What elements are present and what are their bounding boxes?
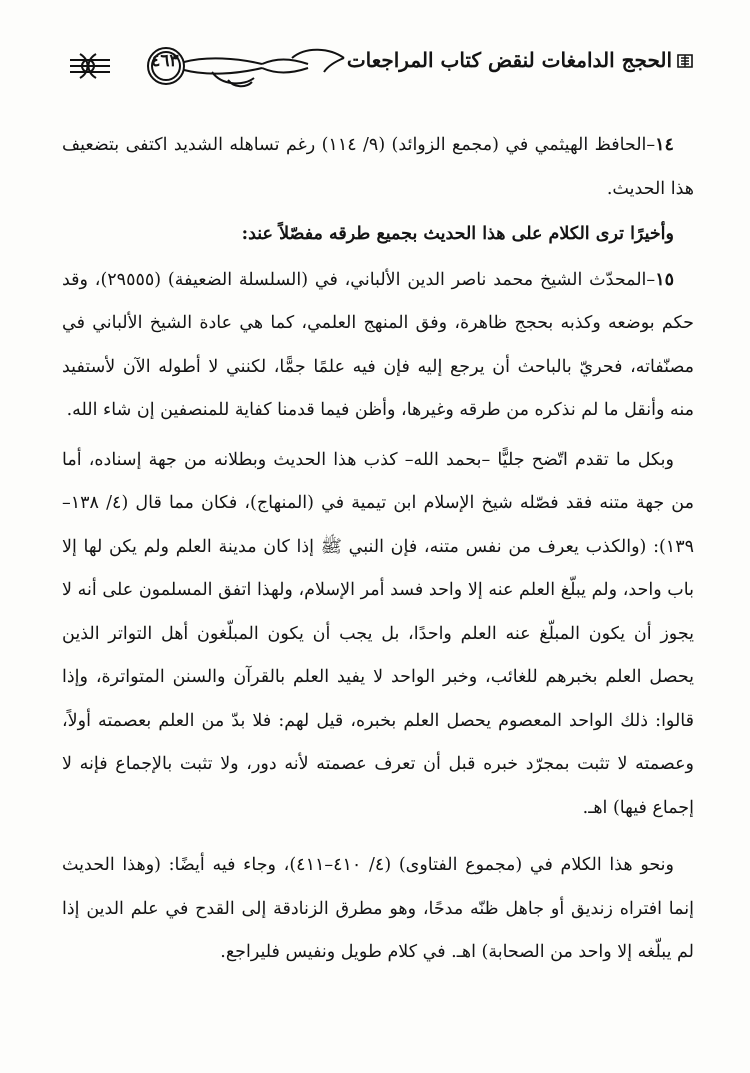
header-mark-icon [676,52,694,70]
item-number-15: ١٥ [655,269,674,290]
paragraph-15-text: –المحدّث الشيخ محمد ناصر الدين الألباني، في (السلسلة الضعيفة) (٢٩٥٥٥)، وقد حكم بوضعه وكذبه بحجج ظاهرة، وفق المنهج العلمي، كما هي عادة الشيخ الألباني في مصنّفاته، فحريّ بالباحث أن يرجع إليه فإن فيه علمًا جمًّا، لكنني لا أطوله الآن لأستفيد منه وأنقل ما لم نذكره من طرقه وغيرها، وأظن فيما قدمنا كفاية للمنصفين إن شاء الله. [62,269,694,420]
page-title: الحجج الدامغات لنقض كتاب المراجعات [346,48,672,72]
header-ornament-icon [62,40,352,90]
paragraph-fatawa: ونحو هذا الكلام في (مجموع الفتاوى) (٤/ ٤١٠–٤١١)، وجاء فيه أيضًا: (وهذا الحديث إنما افتراه زنديق أو جاهل ظنّه مدحًا، وهو مطرق الزنادقة إلى القدح في علم الدين إذا لم يبلّغه إلا واحد من الصحابة) اهـ. في كلام طويل ونفيس فليراجع. [62,855,694,962]
paragraph-conclusion: وبكل ما تقدم اتّضح جليًّا –بحمد الله– كذب هذا الحديث وبطلانه من جهة إسناده، أما من جهة متنه فقد فصّله شيخ الإسلام ابن تيمية في (المنهاج)، فكان مما قال (٤/ ١٣٨–١٣٩): (والكذب يعرف من نفس متنه، فإن النبي ﷺ إذا كان مدينة العلم ولم يكن لها إلا باب واحد، ولم يبلّغ العلم عنه إلا واحد فسد أمر الإسلام، ولهذا اتفق المسلمون على أنه لا يجوز أن يكون المبلّغ عنه العلم واحدًا، بل يجب أن يكون المبلّغون أهل التواتر الذين يحصل العلم بخبرهم للغائب، وخبر الواحد لا يفيد العلم بالقرآن والسنن المتواترة، وإذا قالوا: ذلك الواحد المعصوم يحصل العلم بخبره، قيل لهم: فلا بدّ من العلم بعصمته أولاً، وعصمته لا تثبت بمجرّد خبره قبل أن تعرف عصمته لأنه دور، ولا تثبت بالإجماع فإنه لا إجماع فيها) اهـ. [62,449,695,818]
paragraph-14 [62,124,694,211]
page-header [62,40,694,90]
paragraph-15 [62,259,694,433]
paragraph-14-text: –الحافظ الهيثمي في (مجمع الزوائد) (٩/ ١١٤) رغم تساهله الشديد اكتفى بتضعيف هذا الحديث. [62,135,694,199]
body-text [62,124,694,975]
section-heading: وأخيرًا ترى الكلام على هذا الحديث بجميع طرقه مفصّلاً عند: [241,224,674,244]
item-number-14: ١٤ [655,135,674,155]
page-number: ٤٦٣ [151,51,179,71]
